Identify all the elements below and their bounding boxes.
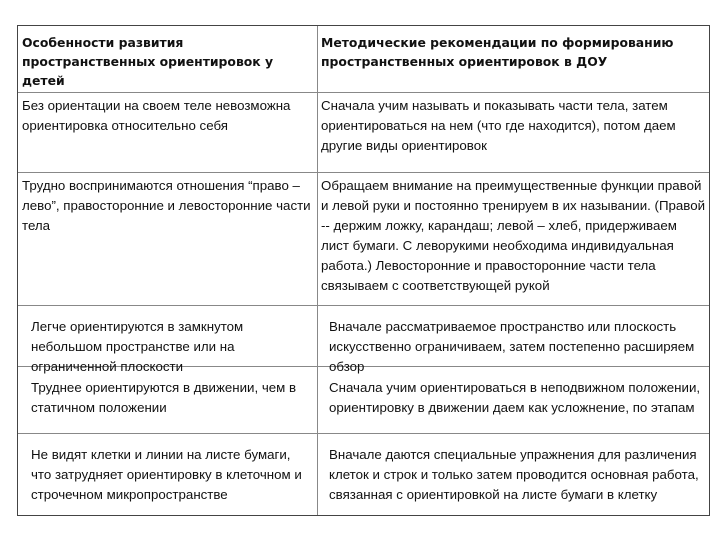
table-row [18,306,709,374]
table-row [18,93,709,173]
row-5-recommendation: Вначале даются специальные упражнения для различения клеток и строк и только затем проводится основная работа, связанная с ориентировкой на листе бумаги в клетку [329,447,699,502]
table-header-row [18,26,709,93]
row-4-feature: Труднее ориентируются в движении, чем в статичном положении [31,380,297,415]
row-1-recommendation: Сначала учим называть и показывать части тела, затем ориентироваться на нем (что где находится), потом даем другие виды ориентировок [321,98,676,153]
header-recommendations: Методические рекомендации по формированию пространственных ориентировок в ДОУ [321,35,674,69]
row-3-recommendation: Вначале рассматриваемое пространство или плоскость искусственно ограничиваем, затем постепенно расширяем обзор [329,319,695,374]
row-3-feature: Легче ориентируются в замкнутом небольшом пространстве или на ограниченной плоскости [31,319,244,374]
row-2-recommendation: Обращаем внимание на преимущественные функции правой и левой руки и постоянно тренируем в их назывании. (Правой -- держим ложку, карандаш; левой – хлеб, придерживаем лист бумаги. С леворукими необходима индивидуальная работа.) Левосторонние и правосторонние части тела связываем с соответствующей рукой [321,178,706,293]
recommendations-table [17,25,710,516]
table-row [18,367,709,434]
row-5-feature: Не видят клетки и линии на листе бумаги, что затрудняет ориентировку в клеточном и строчечном микропространстве [31,447,302,502]
table-row [18,434,709,515]
row-2-feature: Трудно воспринимаются отношения “право – лево”, правосторонние и левосторонние части тела [22,178,311,233]
table-row [18,173,709,306]
row-4-recommendation: Сначала учим ориентироваться в неподвижном положении, ориентировку в движении даем как усложнение, по этапам [329,380,701,415]
header-features: Особенности развития пространственных ориентировок у детей [22,35,274,88]
row-1-feature: Без ориентации на своем теле невозможна ориентировка относительно себя [22,98,291,133]
